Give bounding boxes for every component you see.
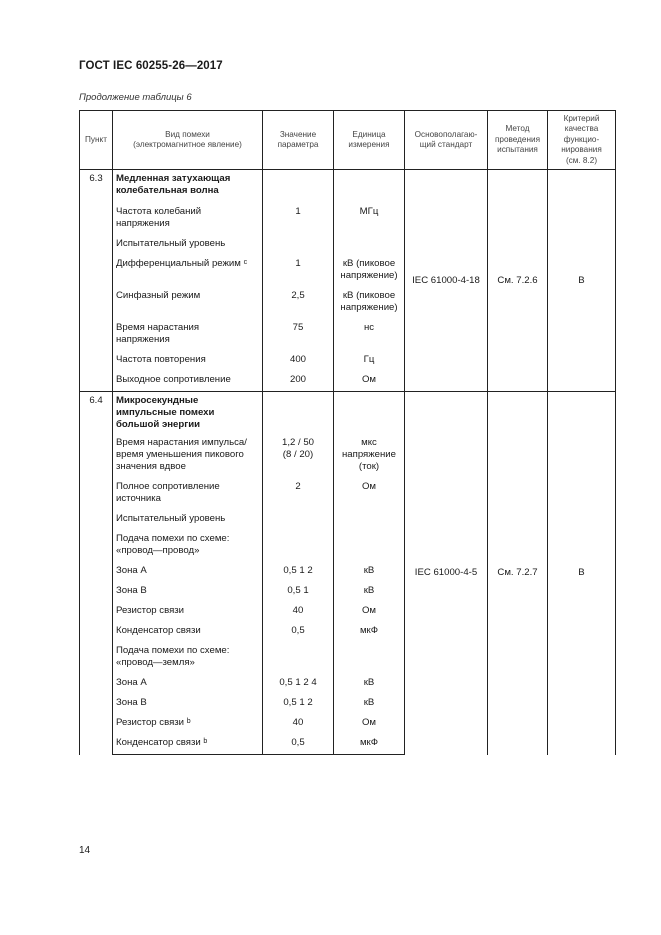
row-unit: мкФ (334, 737, 405, 753)
row-value: 1,2 / 50 (8 / 20) (263, 437, 334, 481)
row-unit: кВ (пиковое напряжение) (334, 290, 405, 322)
row-name: Зона А (113, 677, 263, 697)
table-caption: Продолжение таблицы 6 (79, 92, 192, 103)
header-parameter-value: Значение параметра (263, 111, 334, 170)
criterion: B (548, 392, 616, 755)
row-value: 40 (263, 717, 334, 737)
row-value: 200 (263, 374, 334, 390)
row-name: Дифференциальный режим $^с$ (113, 258, 263, 290)
row-value: 0,5 1 (263, 585, 334, 605)
row-unit: кВ (334, 677, 405, 697)
row-name: Выходное сопротивление (113, 374, 263, 390)
row-unit: Гц (334, 354, 405, 374)
row-unit: кВ (334, 585, 405, 605)
row-unit: Ом (334, 605, 405, 625)
row-name: Полное сопротивление источника (113, 481, 263, 513)
row-name: Подача помехи по схеме: «провод—земля» (113, 645, 263, 677)
page-number: 14 (79, 845, 91, 856)
row-unit: мкс напряжение (ток) (334, 437, 405, 481)
criterion: B (548, 170, 616, 392)
row-name: Резистор связи (113, 605, 263, 625)
row-value: 0,5 (263, 737, 334, 753)
header-punkt: Пункт (80, 111, 113, 170)
row-unit: Ом (334, 374, 405, 390)
base-standard: IEC 61000-4-5 (405, 392, 488, 755)
test-method: См. 7.2.7 (488, 392, 548, 755)
row-value: 40 (263, 605, 334, 625)
row-name: Зона В (113, 585, 263, 605)
table-row (80, 392, 616, 438)
base-standard: IEC 61000-4-18 (405, 170, 488, 392)
row-name: Конденсатор связи $^b$ (113, 737, 263, 753)
header-disturbance-type: Вид помехи (электромагнитное явление) (113, 111, 263, 170)
row-unit: МГц (334, 206, 405, 238)
row-unit: мкФ (334, 625, 405, 645)
row-value: 0,5 1 2 (263, 565, 334, 585)
row-name: Конденсатор связи (113, 625, 263, 645)
row-unit: нс (334, 322, 405, 354)
row-value: 0,5 1 2 (263, 697, 334, 717)
section-title: Медленная затухающая колебательная волна (113, 170, 263, 207)
table-header-row (80, 111, 616, 170)
header-test-method: Метод проведения испытания (488, 111, 548, 170)
test-method: См. 7.2.6 (488, 170, 548, 392)
row-name: Время нарастания напряжения (113, 322, 263, 354)
row-name: Частота колебаний напряжения (113, 206, 263, 238)
table-row (80, 170, 616, 207)
header-base-standard: Основополагаю- щий стандарт (405, 111, 488, 170)
row-name: Испытательный уровень (113, 513, 263, 533)
row-name: Резистор связи $^b$ (113, 717, 263, 737)
row-name: Испытательный уровень (113, 238, 263, 258)
section-number: 6.3 (80, 170, 113, 392)
row-name: Синфазный режим (113, 290, 263, 322)
row-value: 2,5 (263, 290, 334, 322)
row-unit: кВ (334, 565, 405, 585)
row-name: Зона А (113, 565, 263, 585)
row-name: Частота повторения (113, 354, 263, 374)
row-value: 400 (263, 354, 334, 374)
row-unit: Ом (334, 481, 405, 513)
row-name: Время нарастания импульса/ время уменьшения пикового значения вдвое (113, 437, 263, 481)
document-title: ГОСТ IEC 60255-26—2017 (79, 60, 223, 72)
section-title: Микросекундные импульсные помехи большой энергии (113, 392, 263, 438)
row-value: 0,5 (263, 625, 334, 645)
emc-test-table (79, 110, 616, 755)
row-value: 75 (263, 322, 334, 354)
row-unit: кВ (334, 697, 405, 717)
row-name: Зона В (113, 697, 263, 717)
row-value: 1 (263, 258, 334, 290)
row-name: Подача помехи по схеме: «провод—провод» (113, 533, 263, 565)
row-value: 1 (263, 206, 334, 238)
row-unit: Ом (334, 717, 405, 737)
header-criterion: Критерий качества функцио- нирования (см. 8.2) (548, 111, 616, 170)
row-value: 0,5 1 2 4 (263, 677, 334, 697)
row-unit: кВ (пиковое напряжение) (334, 258, 405, 290)
section-number: 6.4 (80, 392, 113, 755)
row-value: 2 (263, 481, 334, 513)
header-unit: Единица измерения (334, 111, 405, 170)
